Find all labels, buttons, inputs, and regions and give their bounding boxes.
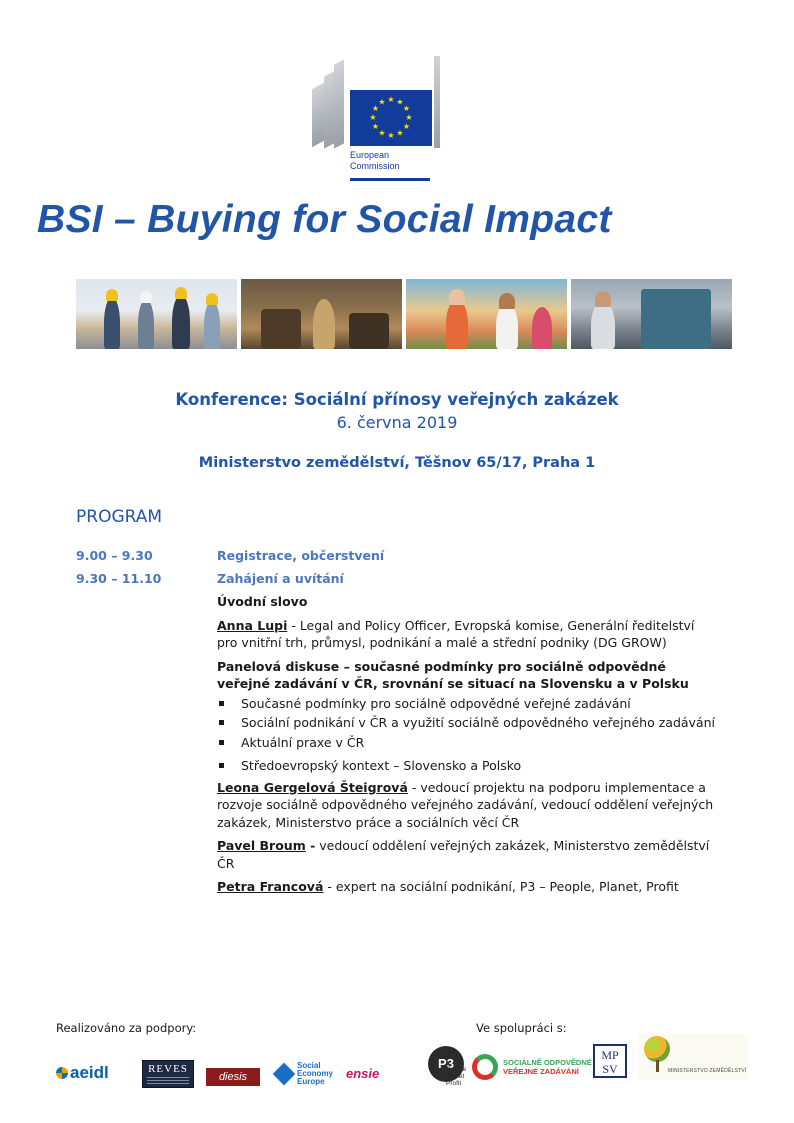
cooperation-label: Ve spolupráci s:: [476, 1021, 567, 1035]
opening-heading: Úvodní slovo: [217, 594, 308, 609]
page-title: BSI – Buying for Social Impact: [37, 198, 612, 241]
svg-text:★: ★: [387, 131, 395, 140]
photo-factory-worker: [571, 279, 732, 349]
svg-text:★: ★: [405, 113, 413, 122]
photo-construction-workers: [76, 279, 237, 349]
svg-text:★: ★: [378, 97, 386, 107]
support-label: Realizováno za podpory:: [56, 1021, 197, 1035]
svg-text:★: ★: [396, 128, 404, 138]
speaker-name: Anna Lupi: [217, 617, 288, 633]
panel-topics: [217, 695, 717, 775]
svg-text:★: ★: [369, 113, 377, 122]
speaker-name: Leona Gergelová Šteigrová: [217, 779, 408, 795]
diesis-logo: diesis: [206, 1068, 260, 1086]
svg-text:★: ★: [402, 122, 411, 131]
svg-text:★: ★: [396, 97, 404, 107]
panel-heading: Panelová diskuse – současné podmínky pro sociálně odpovědné veřejné zadávání v ČR, srovnání se situací na Slovensku a v Polsku: [217, 658, 689, 691]
list-item: Aktuální praxe v ČR: [217, 734, 717, 752]
speaker-description: - expert na sociální podnikání, P3 – People, Planet, Profit: [323, 879, 679, 894]
tree-trunk: [656, 1060, 659, 1072]
eu-flag-icon: [350, 90, 432, 146]
agenda-time: 9.00 – 9.30: [76, 548, 153, 563]
conference-date: 6. června 2019: [336, 413, 458, 432]
aeidl-mark-icon: [56, 1067, 68, 1079]
ec-wordmark-line2: Commission: [350, 161, 400, 171]
photo-workshop: [241, 279, 402, 349]
mpsv-logo: MP SV: [593, 1044, 627, 1078]
aeidl-logo: aeidl: [56, 1062, 109, 1084]
speaker-entry: [217, 617, 717, 652]
ec-wordmark-line1: European: [350, 150, 390, 160]
conference-venue: Ministerstvo zemědělství, Těšnov 65/17, Praha 1: [198, 455, 596, 471]
agenda-time: 9.30 – 11.10: [76, 571, 162, 586]
recycle-ring-icon: [472, 1054, 498, 1080]
socialne-odpovedne-zadavani-logo: SOCIÁLNĚ ODPOVĚDNÉ VEŘEJNÉ ZADÁVÁNÍ: [472, 1054, 592, 1080]
reves-subtext-lines: [147, 1077, 189, 1086]
speaker-name: Petra Francová: [217, 879, 324, 894]
agenda-title: Registrace, občerstvení: [217, 548, 385, 563]
p3-circle-icon: P3: [428, 1046, 464, 1082]
agenda-title: Zahájení a uvítání: [217, 571, 344, 586]
svg-text:★: ★: [371, 122, 380, 131]
reves-logo: REVES: [142, 1060, 194, 1088]
svg-text:★: ★: [402, 104, 411, 113]
building-stripe: [334, 59, 344, 148]
svg-text:★: ★: [371, 104, 380, 113]
ministerstvo-zemedelstvi-logo: MINISTERSTVO ZEMĚDĚLSTVÍ: [638, 1034, 748, 1080]
speaker-description: vedoucí oddělení veřejných zakázek, Ministerstvo zemědělství ČR: [217, 838, 710, 871]
photo-children: [406, 279, 567, 349]
svg-text:★: ★: [378, 128, 386, 138]
building-stripe: [434, 56, 440, 148]
see-mark-icon: [273, 1063, 296, 1086]
building-stripe: [312, 83, 324, 147]
ec-underline: [350, 178, 430, 181]
photo-strip: [76, 279, 732, 349]
speaker-entry: [217, 837, 717, 872]
p3-tagline: People Planet Profit: [446, 1066, 467, 1087]
building-stripe: [324, 71, 334, 148]
ec-wordmark: [350, 150, 400, 172]
ensie-logo: ensie: [346, 1066, 380, 1081]
speaker-description: - vedoucí projektu na podporu implementace a rozvoje sociálně odpovědného veřejného zadávání, vedoucí oddělení veřejných zakázek, Ministerstvo práce a sociálních věcí ČR: [217, 779, 714, 830]
speaker-entry: [217, 779, 717, 832]
speaker-dash: -: [305, 838, 316, 853]
social-economy-europe-logo: Social Economy Europe: [276, 1062, 333, 1086]
speaker-description: - Legal and Policy Officer, Evropská komise, Generální ředitelství pro vnitřní trh, průmysl, podnikání a malé a střední podniky (DG GROW): [217, 617, 695, 650]
svg-text:★: ★: [387, 95, 395, 104]
speaker-entry: [217, 878, 717, 896]
list-item: Středoevropský kontext – Slovensko a Polsko: [217, 757, 717, 775]
european-commission-logo: [300, 48, 440, 186]
program-heading: PROGRAM: [76, 507, 163, 527]
conference-title: Konference: Sociální přínosy veřejných zakázek: [175, 390, 619, 409]
list-item: Sociální podnikání v ČR a využití sociálně odpovědného veřejného zadávání: [217, 714, 717, 732]
agenda-details: [217, 593, 717, 902]
eu-stars-icon: [350, 90, 432, 146]
list-item: Současné podmínky pro sociálně odpovědné veřejné zadávání: [217, 695, 717, 713]
tree-icon: [644, 1036, 670, 1062]
speaker-name: Pavel Broum: [217, 838, 306, 853]
